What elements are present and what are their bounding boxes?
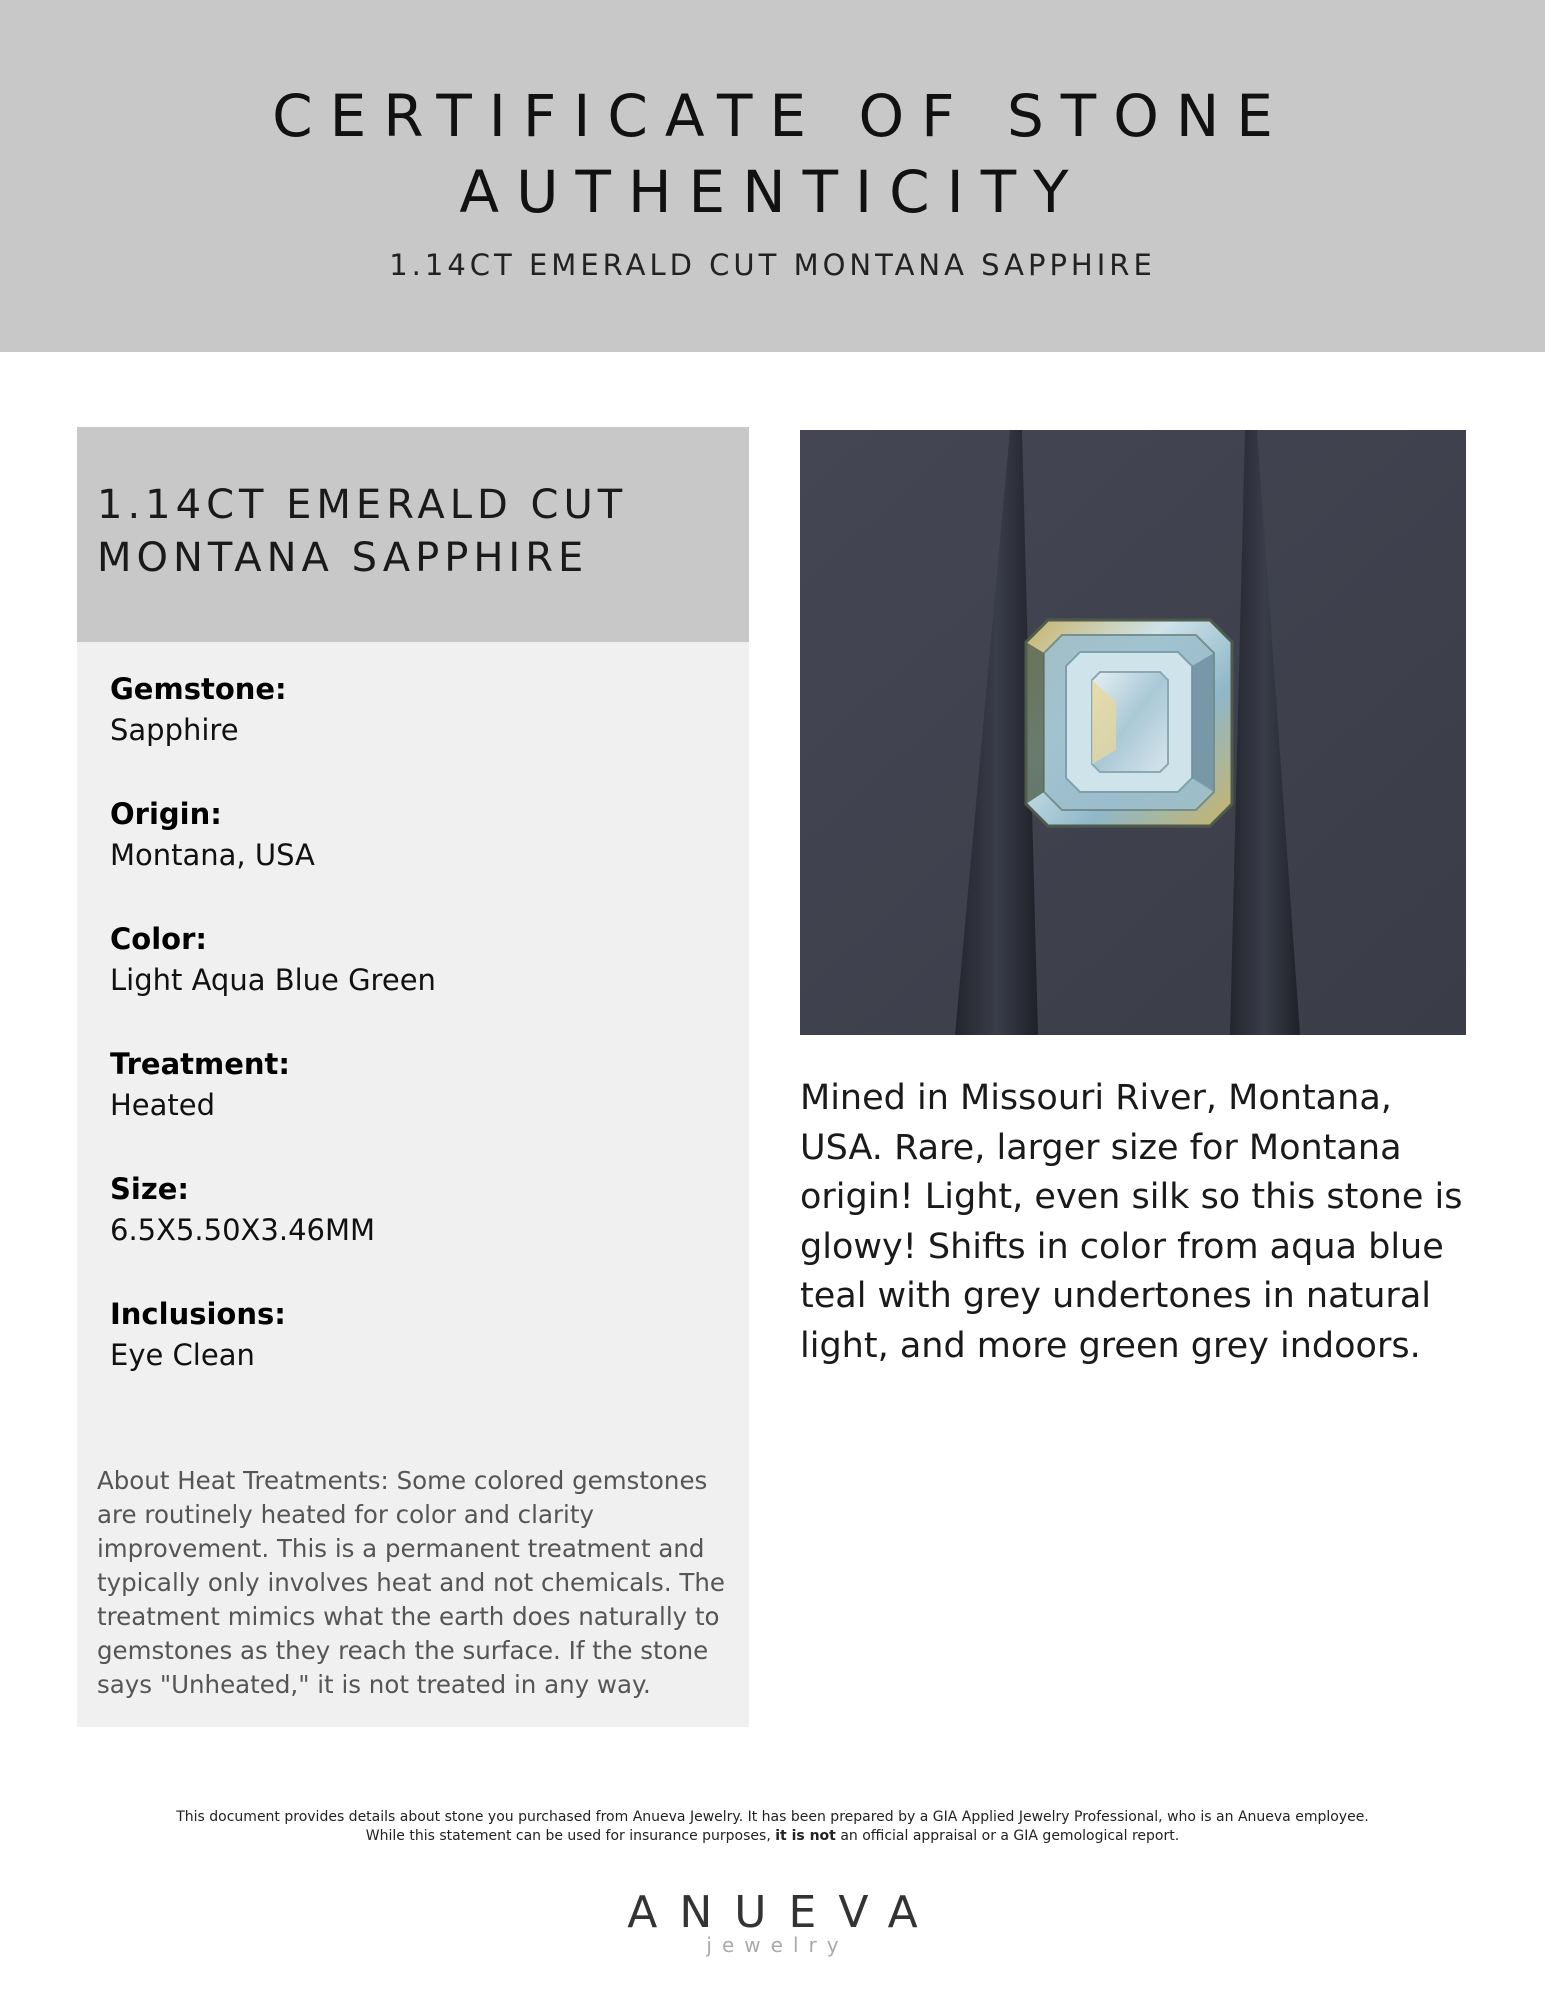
spec-label: Origin: <box>110 797 222 831</box>
certificate-subtitle: 1.14CT EMERALD CUT MONTANA SAPPHIRE <box>389 248 1156 282</box>
emerald-cut-sapphire <box>1026 620 1232 826</box>
spec-label: Gemstone: <box>110 672 287 706</box>
certificate-title <box>0 78 1545 230</box>
spec-origin <box>110 794 730 919</box>
spec-value: Light Aqua Blue Green <box>110 963 436 997</box>
disclaimer-line2-pre: While this statement can be used for insurance purposes, <box>365 1828 776 1844</box>
spec-value: Eye Clean <box>110 1338 255 1372</box>
spec-value: Sapphire <box>110 713 239 747</box>
stone-photo <box>800 430 1466 1035</box>
certificate-title-line1: CERTIFICATE OF STONE <box>272 82 1290 150</box>
spec-inclusions <box>110 1294 730 1419</box>
anueva-logo <box>0 1888 1545 1956</box>
stone-details-panel <box>77 427 749 1727</box>
logo-tagline: jewelry <box>706 1933 849 1957</box>
disclaimer-line2 <box>0 1827 1545 1846</box>
sapphire-in-tweezers-image <box>800 430 1466 1035</box>
about-heat-treatments: About Heat Treatments: Some colored gemstones are routinely heated for color and clarity improvement. This is a permanent treatment and typically only involves heat and not chemicals. The treatment mimics what the earth does naturally to gemstones as they reach the surface. If the stone says "Unheated," it is not treated in any way. <box>97 1466 725 1699</box>
disclaimer-line1: This document provides details about stone you purchased from Anueva Jewelry. It has been prepared by a GIA Applied Jewelry Professional, who is an Anueva employee. <box>176 1809 1369 1825</box>
certificate-header <box>0 0 1545 352</box>
spec-label: Treatment: <box>110 1047 290 1081</box>
footer-disclaimer <box>0 1808 1545 1846</box>
disclaimer-line2-post: an official appraisal or a GIA gemological report. <box>835 1828 1180 1844</box>
stone-title-box <box>77 427 749 642</box>
stone-title <box>97 479 737 585</box>
stone-title-line1: 1.14CT EMERALD CUT <box>97 482 628 528</box>
spec-label: Inclusions: <box>110 1297 286 1331</box>
certificate-title-line2: AUTHENTICITY <box>459 158 1086 226</box>
disclaimer-emphasis: it is not <box>775 1828 836 1844</box>
spec-value: 6.5X5.50X3.46MM <box>110 1213 376 1247</box>
spec-label: Size: <box>110 1172 189 1206</box>
spec-value: Montana, USA <box>110 838 315 872</box>
spec-value: Heated <box>110 1088 216 1122</box>
logo-wordmark: ANUEVA <box>627 1887 940 1938</box>
stone-description: Mined in Missouri River, Montana, USA. Rare, larger size for Montana origin! Light, even silk so this stone is glowy! Shifts in color from aqua blue teal with grey undertones in natural light, and more green grey indoors. <box>800 1078 1463 1366</box>
spec-size <box>110 1169 730 1294</box>
stone-title-line2: MONTANA SAPPHIRE <box>97 535 589 581</box>
spec-treatment <box>110 1044 730 1169</box>
spec-list <box>110 669 730 1419</box>
spec-label: Color: <box>110 922 207 956</box>
spec-color <box>110 919 730 1044</box>
spec-gemstone <box>110 669 730 794</box>
